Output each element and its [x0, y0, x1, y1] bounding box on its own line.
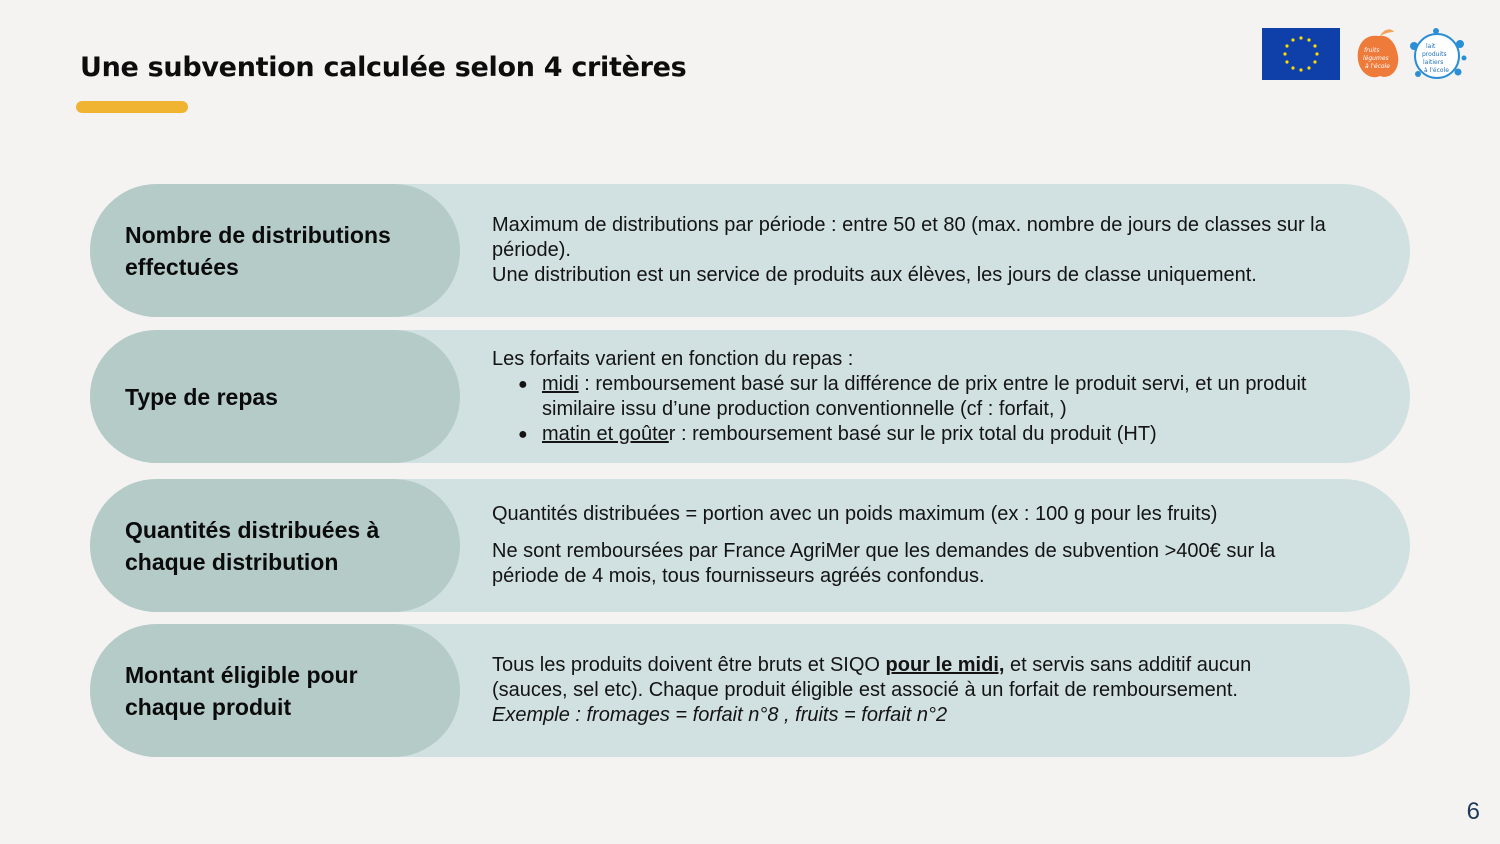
- eu-flag-icon: [1262, 28, 1340, 80]
- svg-text:produits: produits: [1422, 51, 1447, 58]
- svg-text:fruits: fruits: [1364, 47, 1380, 54]
- criterion-label: Montant éligible pour chaque produit: [90, 624, 460, 757]
- lait-produits-laitiers-logo-icon: [1406, 26, 1468, 84]
- description-line: Quantités distribuées = portion avec un poids maximum (ex : 100 g pour les fruits): [492, 503, 1218, 525]
- criterion-description: [492, 330, 1330, 463]
- description-line: Tous les produits doivent être bruts et SIQO pour le midi, et servis sans additif aucun (sauces, sel etc). Chaque produit éligible est associé à un forfait de remboursement.: [492, 654, 1252, 701]
- svg-text:laitiers: laitiers: [1423, 59, 1444, 66]
- criterion-description: [492, 624, 1330, 757]
- bullet-text: r : remboursement basé sur le prix total du produit (HT): [668, 422, 1157, 445]
- emphasis-text: pour le midi,: [885, 654, 1005, 676]
- bullet-text: : remboursement basé sur la différence de prix entre le produit servi, et un produit similaire issu d’une production conventionnelle (cf : forfait, ): [542, 372, 1307, 420]
- description-line: Une distribution est un service de produits aux élèves, les jours de classe uniquement.: [492, 264, 1257, 286]
- bullet-term: midi: [542, 372, 579, 395]
- fruits-legumes-logo-icon: [1354, 26, 1402, 84]
- description-line: Ne sont remboursées par France AgriMer que les demandes de subvention >400€ sur la période de 4 mois, tous fournisseurs agréés confondus.: [492, 540, 1276, 587]
- slide-title: Une subvention calculée selon 4 critères: [80, 52, 687, 83]
- bullet-icon: ●: [518, 425, 528, 443]
- criterion-label: Type de repas: [90, 330, 460, 463]
- page-number: 6: [1466, 798, 1480, 825]
- criterion-row-montant: [90, 624, 1410, 757]
- bullet-icon: ●: [518, 375, 528, 393]
- bullet-term: matin et goûte: [542, 422, 669, 445]
- title-accent-bar: [76, 101, 188, 113]
- criterion-row-type-repas: [90, 330, 1410, 463]
- svg-text:lait: lait: [1426, 43, 1436, 50]
- partner-logos: [1262, 26, 1472, 84]
- list-item: [492, 372, 1330, 422]
- criterion-description: [492, 184, 1330, 317]
- description-line: Maximum de distributions par période : entre 50 et 80 (max. nombre de jours de classes sur la période).: [492, 214, 1326, 261]
- criterion-row-quantites: [90, 479, 1410, 612]
- description-line: Les forfaits varient en fonction du repas :: [492, 347, 854, 370]
- criterion-row-distributions: [90, 184, 1410, 317]
- list-item: [492, 422, 1330, 447]
- svg-text:à l'école: à l'école: [1365, 63, 1390, 70]
- criterion-label: Quantités distribuées à chaque distribution: [90, 479, 460, 612]
- criterion-description: [492, 479, 1330, 612]
- svg-text:à l'école: à l'école: [1424, 67, 1449, 74]
- example-line: Exemple : fromages = forfait n°8 , fruits = forfait n°2: [492, 704, 948, 726]
- criterion-label: Nombre de distributions effectuées: [90, 184, 460, 317]
- svg-text:légumes: légumes: [1363, 55, 1389, 62]
